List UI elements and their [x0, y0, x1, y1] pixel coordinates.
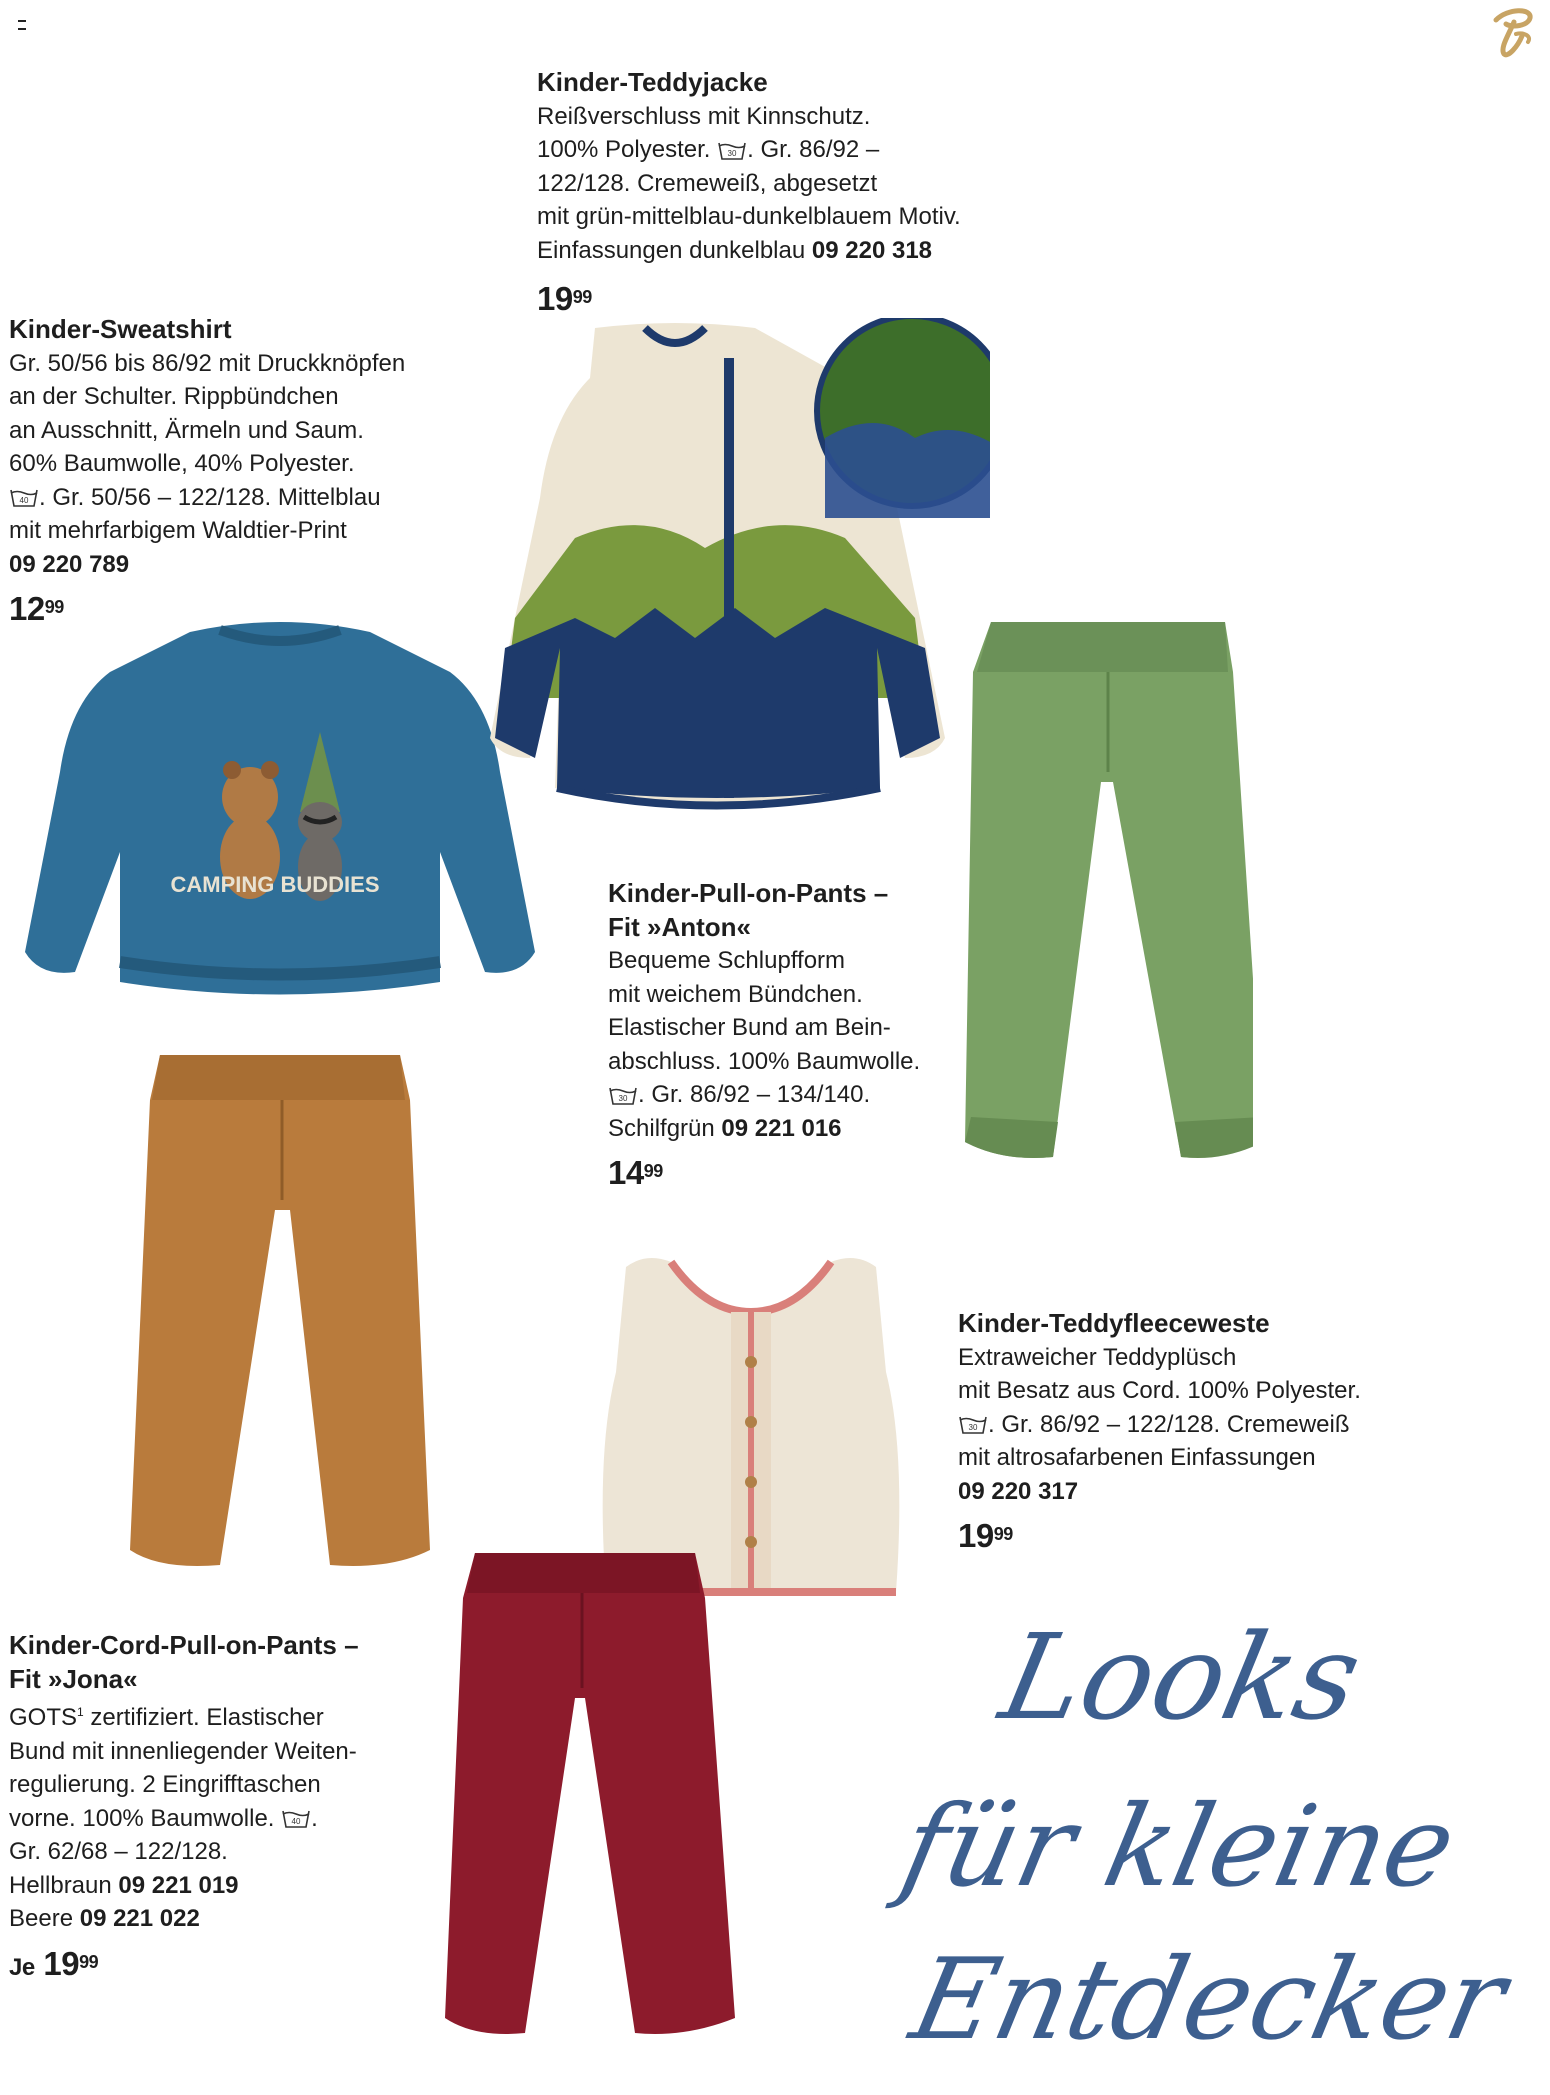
svg-text:40: 40: [291, 1817, 301, 1827]
print-text: CAMPING BUDDIES: [170, 872, 380, 897]
cord-berry-image: [445, 1548, 745, 2048]
pullon-info: [608, 877, 920, 1193]
pullon-title: Fit »Anton«: [608, 911, 751, 942]
sweatshirt-info: [9, 313, 405, 629]
wash-40-icon: [281, 1808, 311, 1830]
teddyjacke-sizes: . Gr. 86/92 –: [747, 136, 880, 163]
wash-30-icon: [717, 140, 747, 162]
cord-line: Bund mit innenliegender Weiten-: [9, 1737, 357, 1765]
wash-40-icon: [9, 487, 39, 509]
sweatshirt-line: mit mehrfarbigem Waldtier-Print: [9, 517, 347, 544]
pullon-line: Elastischer Bund am Bein-: [608, 1014, 891, 1041]
menu-icon[interactable]: [18, 20, 26, 30]
teddyjacke-material: 100% Polyester.: [537, 136, 711, 163]
cord-title: Kinder-Cord-Pull-on-Pants –: [9, 1630, 359, 1660]
weste-line: Extraweicher Teddyplüsch: [958, 1343, 1237, 1371]
cord-title: Fit »Jona«: [9, 1663, 138, 1694]
cord-line: Gr. 62/68 – 122/128.: [9, 1838, 228, 1865]
headline-line1: Looks: [990, 1608, 1373, 1746]
sweatshirt-line: Gr. 50/56 bis 86/92 mit Druckknöpfen: [9, 349, 406, 377]
article-number: 09 221 022: [79, 1905, 200, 1932]
price: $19^{99}$: [958, 1517, 1013, 1554]
wash-30-icon: [608, 1085, 638, 1107]
sweatshirt-title: Kinder-Sweatshirt: [9, 314, 232, 344]
cord-line: GOTS$^1$ zertifiziert. Elastischer: [9, 1704, 324, 1731]
price: Je $19^{99}$: [9, 1944, 99, 1982]
svg-text:30: 30: [968, 1423, 978, 1433]
cord-line: Beere 09 221 022: [9, 1905, 200, 1932]
wash-30-icon: [958, 1414, 988, 1436]
teddyjacke-line: Einfassungen dunkelblau 09 220 318: [537, 236, 933, 264]
pullon-image: [963, 612, 1253, 1192]
svg-text:30: 30: [618, 1093, 628, 1103]
pullon-line: 30 . Gr. 86/92 – 134/140.: [608, 1078, 920, 1112]
sweatshirt-line: 40 . Gr. 50/56 – 122/128. Mittelblau: [9, 481, 405, 515]
cord-info: [9, 1629, 359, 1988]
cord-line: vorne. 100% Baumwolle. 40 .: [9, 1804, 318, 1832]
svg-text:40: 40: [19, 496, 29, 506]
price: $14^{99}$: [608, 1154, 663, 1191]
article-number: 09 221 016: [721, 1114, 842, 1142]
price: $19^{99}$: [537, 280, 592, 317]
teddyjacke-line: Reißverschluss mit Kinnschutz.: [537, 102, 871, 130]
teddyjacke-info: [537, 66, 961, 319]
headline-line3: Entdecker: [901, 1935, 1517, 2065]
teddyjacke-title: Kinder-Teddyjacke: [537, 67, 768, 97]
sweatshirt-line: an Ausschnitt, Ärmeln und Saum.: [9, 416, 364, 444]
weste-info: [958, 1307, 1361, 1556]
headline-line2: für kleine: [891, 1782, 1466, 1912]
sweatshirt-line: an der Schulter. Rippbündchen: [9, 383, 339, 410]
teddyjacke-image: [445, 318, 990, 823]
sweatshirt-line: 60% Baumwolle, 40% Polyester.: [9, 450, 355, 477]
weste-line: 30 . Gr. 86/92 – 122/128. Cremeweiß: [958, 1408, 1361, 1442]
pullon-line: Bequeme Schlupfform: [608, 947, 846, 974]
weste-line: mit altrosafarbenen Einfassungen: [958, 1444, 1316, 1471]
article-number: 09 221 019: [118, 1871, 239, 1899]
pullon-line: abschluss. 100% Baumwolle.: [608, 1047, 921, 1075]
weste-title: Kinder-Teddyfleeceweste: [958, 1308, 1270, 1338]
pullon-line: Schilfgrün 09 221 016: [608, 1114, 842, 1142]
brand-logo: [1488, 6, 1538, 58]
teddyjacke-line: 122/128. Cremeweiß, abgesetzt: [537, 169, 878, 197]
pullon-line: mit weichem Bündchen.: [608, 980, 863, 1008]
article-number: 09 220 789: [9, 550, 130, 578]
cord-brown-image: [130, 1050, 440, 1580]
weste-line: mit Besatz aus Cord. 100% Polyester.: [958, 1377, 1361, 1404]
teddyjacke-line: mit grün-mittelblau-dunkelblauem Motiv.: [537, 203, 961, 230]
article-number: 09 220 317: [958, 1477, 1079, 1505]
article-number: 09 220 318: [811, 236, 933, 264]
pullon-title: Kinder-Pull-on-Pants –: [608, 878, 889, 908]
cord-line: regulierung. 2 Eingrifftaschen: [9, 1771, 321, 1798]
teddyjacke-line: [537, 133, 961, 167]
svg-text:30: 30: [727, 148, 737, 158]
price: $12^{99}$: [9, 590, 64, 627]
cord-line: Hellbraun 09 221 019: [9, 1871, 239, 1899]
